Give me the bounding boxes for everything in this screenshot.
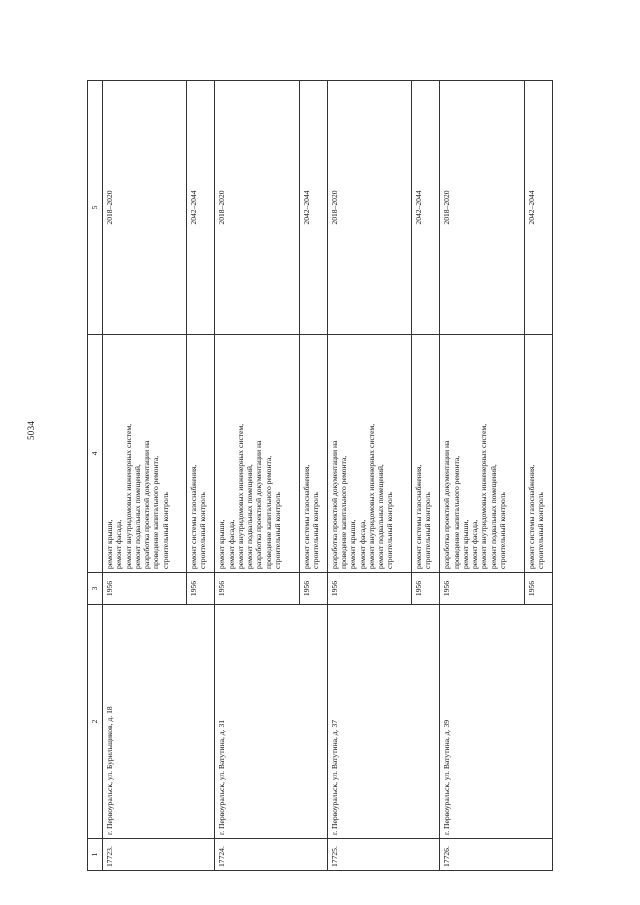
row-year: 1956	[299, 573, 327, 605]
row-period: 2042–2044	[299, 81, 327, 335]
work-line: ремонт крыши,	[217, 519, 227, 569]
work-line: ремонт системы газоснабжения,	[301, 464, 311, 569]
work-line: ремонт системы газоснабжения,	[526, 464, 536, 569]
row-year: 1956	[103, 573, 187, 605]
work-line: ремонт подвальных помещений,	[376, 464, 386, 569]
row-works	[524, 335, 552, 573]
row-period: 2018–2020	[215, 81, 299, 335]
row-number: 17723.	[103, 839, 215, 871]
work-line: строительный контроль	[497, 492, 507, 569]
table-row	[215, 81, 299, 871]
row-works	[215, 335, 299, 573]
work-line: ремонт внутридомовых инженерных систем,	[123, 423, 133, 569]
row-works	[327, 335, 411, 573]
work-line: проведение капитального ремонта,	[451, 455, 461, 569]
header-col-4: 4	[88, 335, 103, 573]
work-line: разработка проектной документации на	[329, 440, 339, 569]
work-line: ремонт фасада,	[226, 519, 236, 569]
row-period: 2018–2020	[327, 81, 411, 335]
work-line: ремонт крыши,	[460, 519, 470, 569]
row-address: г. Первоуральск, ул. Ватутина, д. 37	[327, 605, 439, 839]
work-line: ремонт подвальных помещений,	[245, 464, 255, 569]
row-address: г. Первоуральск, ул. Бурильщиков, д. 18	[103, 605, 215, 839]
work-line: ремонт фасада,	[470, 519, 480, 569]
row-works	[440, 335, 524, 573]
work-line: строительный контроль	[423, 492, 433, 569]
work-line: ремонт внутридомовых инженерных систем,	[479, 423, 489, 569]
work-line: ремонт внутридомовых инженерных систем,	[235, 423, 245, 569]
row-works	[103, 335, 187, 573]
row-period: 2042–2044	[524, 81, 552, 335]
work-line: ремонт подвальных помещений,	[132, 464, 142, 569]
table-row	[103, 81, 187, 871]
table-row	[327, 81, 411, 871]
work-line: ремонт системы газоснабжения,	[189, 464, 199, 569]
header-col-5: 5	[88, 81, 103, 335]
row-year: 1956	[524, 573, 552, 605]
work-line: ремонт фасада,	[357, 519, 367, 569]
work-line: строительный контроль	[160, 492, 170, 569]
row-works	[187, 335, 215, 573]
header-col-3: 3	[88, 573, 103, 605]
page-number: 5034	[26, 420, 36, 440]
work-line: ремонт крыши,	[105, 519, 114, 569]
rotated-table-container	[87, 81, 553, 871]
row-period: 2018–2020	[440, 81, 524, 335]
table-row	[440, 81, 524, 871]
work-line: разработка проектной документации на	[142, 440, 151, 569]
row-year: 1956	[215, 573, 299, 605]
row-year: 1956	[327, 573, 411, 605]
row-address: г. Первоуральск, ул. Ватутина, д. 31	[215, 605, 327, 839]
row-number: 17725.	[327, 839, 439, 871]
row-number: 17724.	[215, 839, 327, 871]
row-address: г. Первоуральск, ул. Ватутина, д. 39	[440, 605, 553, 839]
work-line: разработка проектной документации на	[442, 440, 452, 569]
row-year: 1956	[412, 573, 440, 605]
header-col-2: 2	[88, 605, 103, 839]
work-line: строительный контроль	[535, 492, 545, 569]
row-year: 1956	[187, 573, 215, 605]
work-line: ремонт фасада,	[114, 519, 124, 569]
row-period: 2042–2044	[187, 81, 215, 335]
row-works	[412, 335, 440, 573]
row-number: 17726.	[440, 839, 553, 871]
work-line: строительный контроль	[198, 492, 208, 569]
work-line: проведение капитального ремонта,	[339, 455, 349, 569]
work-line: строительный контроль	[385, 492, 395, 569]
row-period: 2018–2020	[103, 81, 187, 335]
work-line: строительный контроль	[310, 492, 320, 569]
row-year: 1956	[440, 573, 524, 605]
work-line: проведение капитального ремонта,	[263, 455, 273, 569]
work-line: ремонт внутридомовых инженерных систем,	[366, 423, 376, 569]
work-line: разработка проектной документации на	[254, 440, 264, 569]
header-col-1: 1	[88, 839, 103, 871]
work-line: проведение капитального ремонта,	[151, 455, 161, 569]
row-works	[299, 335, 327, 573]
capital-repair-table	[87, 80, 553, 871]
row-period: 2042–2044	[412, 81, 440, 335]
work-line: ремонт крыши,	[348, 519, 358, 569]
header-row	[88, 81, 103, 871]
work-line: ремонт подвальных помещений,	[488, 464, 498, 569]
work-line: ремонт системы газоснабжения,	[414, 464, 424, 569]
work-line: строительный контроль	[272, 492, 282, 569]
